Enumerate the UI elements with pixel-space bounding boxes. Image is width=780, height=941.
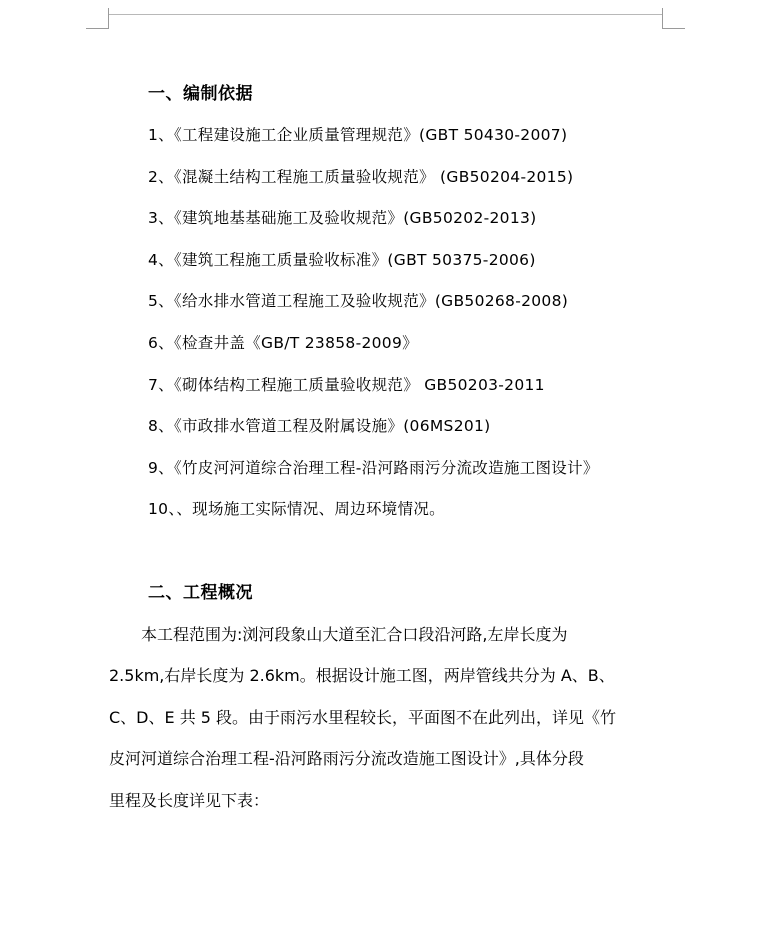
basis-item-8: 8、《市政排水管道工程及附属设施》(06MS201) [148,417,491,435]
basis-item-1: 1、《工程建设施工企业质量管理规范》(GBT 50430-2007) [148,126,568,144]
section-2-heading: 二、工程概况 [148,583,253,603]
header-rule [109,14,662,15]
margin-mark-top-right-horizontal [663,28,685,29]
basis-item-9: 9、《竹皮河河道综合治理工程-沿河路雨污分流改造施工图设计》 [148,459,599,477]
overview-paragraph-line-3: C、D、E 共 5 段。由于雨污水里程较长，平面图不在此列出，详见《竹 [109,708,617,727]
section-1-heading: 一、编制依据 [148,84,253,104]
overview-paragraph-line-5: 里程及长度详见下表： [109,791,270,810]
margin-mark-top-right-vertical [662,8,663,29]
basis-item-2: 2、《混凝土结构工程施工质量验收规范》 (GB50204-2015) [148,168,574,186]
overview-paragraph-line-4: 皮河河道综合治理工程-沿河路雨污分流改造施工图设计》,具体分段 [109,749,584,768]
basis-item-4: 4、《建筑工程施工质量验收标准》(GBT 50375-2006) [148,251,536,269]
basis-item-5: 5、《给水排水管道工程施工及验收规范》(GB50268-2008) [148,292,569,310]
margin-mark-top-left-horizontal [86,28,108,29]
basis-item-6: 6、《检查井盖《GB/T 23858-2009》 [148,334,418,352]
overview-paragraph-line-1: 本工程范围为:浏河段象山大道至汇合口段沿河路,左岸长度为 [109,625,568,644]
overview-paragraph-line-2: 2.5km,右岸长度为 2.6km。根据设计施工图，两岸管线共分为 A、B、 [109,666,615,685]
basis-item-3: 3、《建筑地基基础施工及验收规范》(GB50202-2013) [148,209,537,227]
basis-item-10: 10、、现场施工实际情况、周边环境情况。 [148,500,445,518]
basis-item-7: 7、《砌体结构工程施工质量验收规范》 GB50203-2011 [148,376,545,394]
margin-mark-top-left-vertical [108,8,109,29]
